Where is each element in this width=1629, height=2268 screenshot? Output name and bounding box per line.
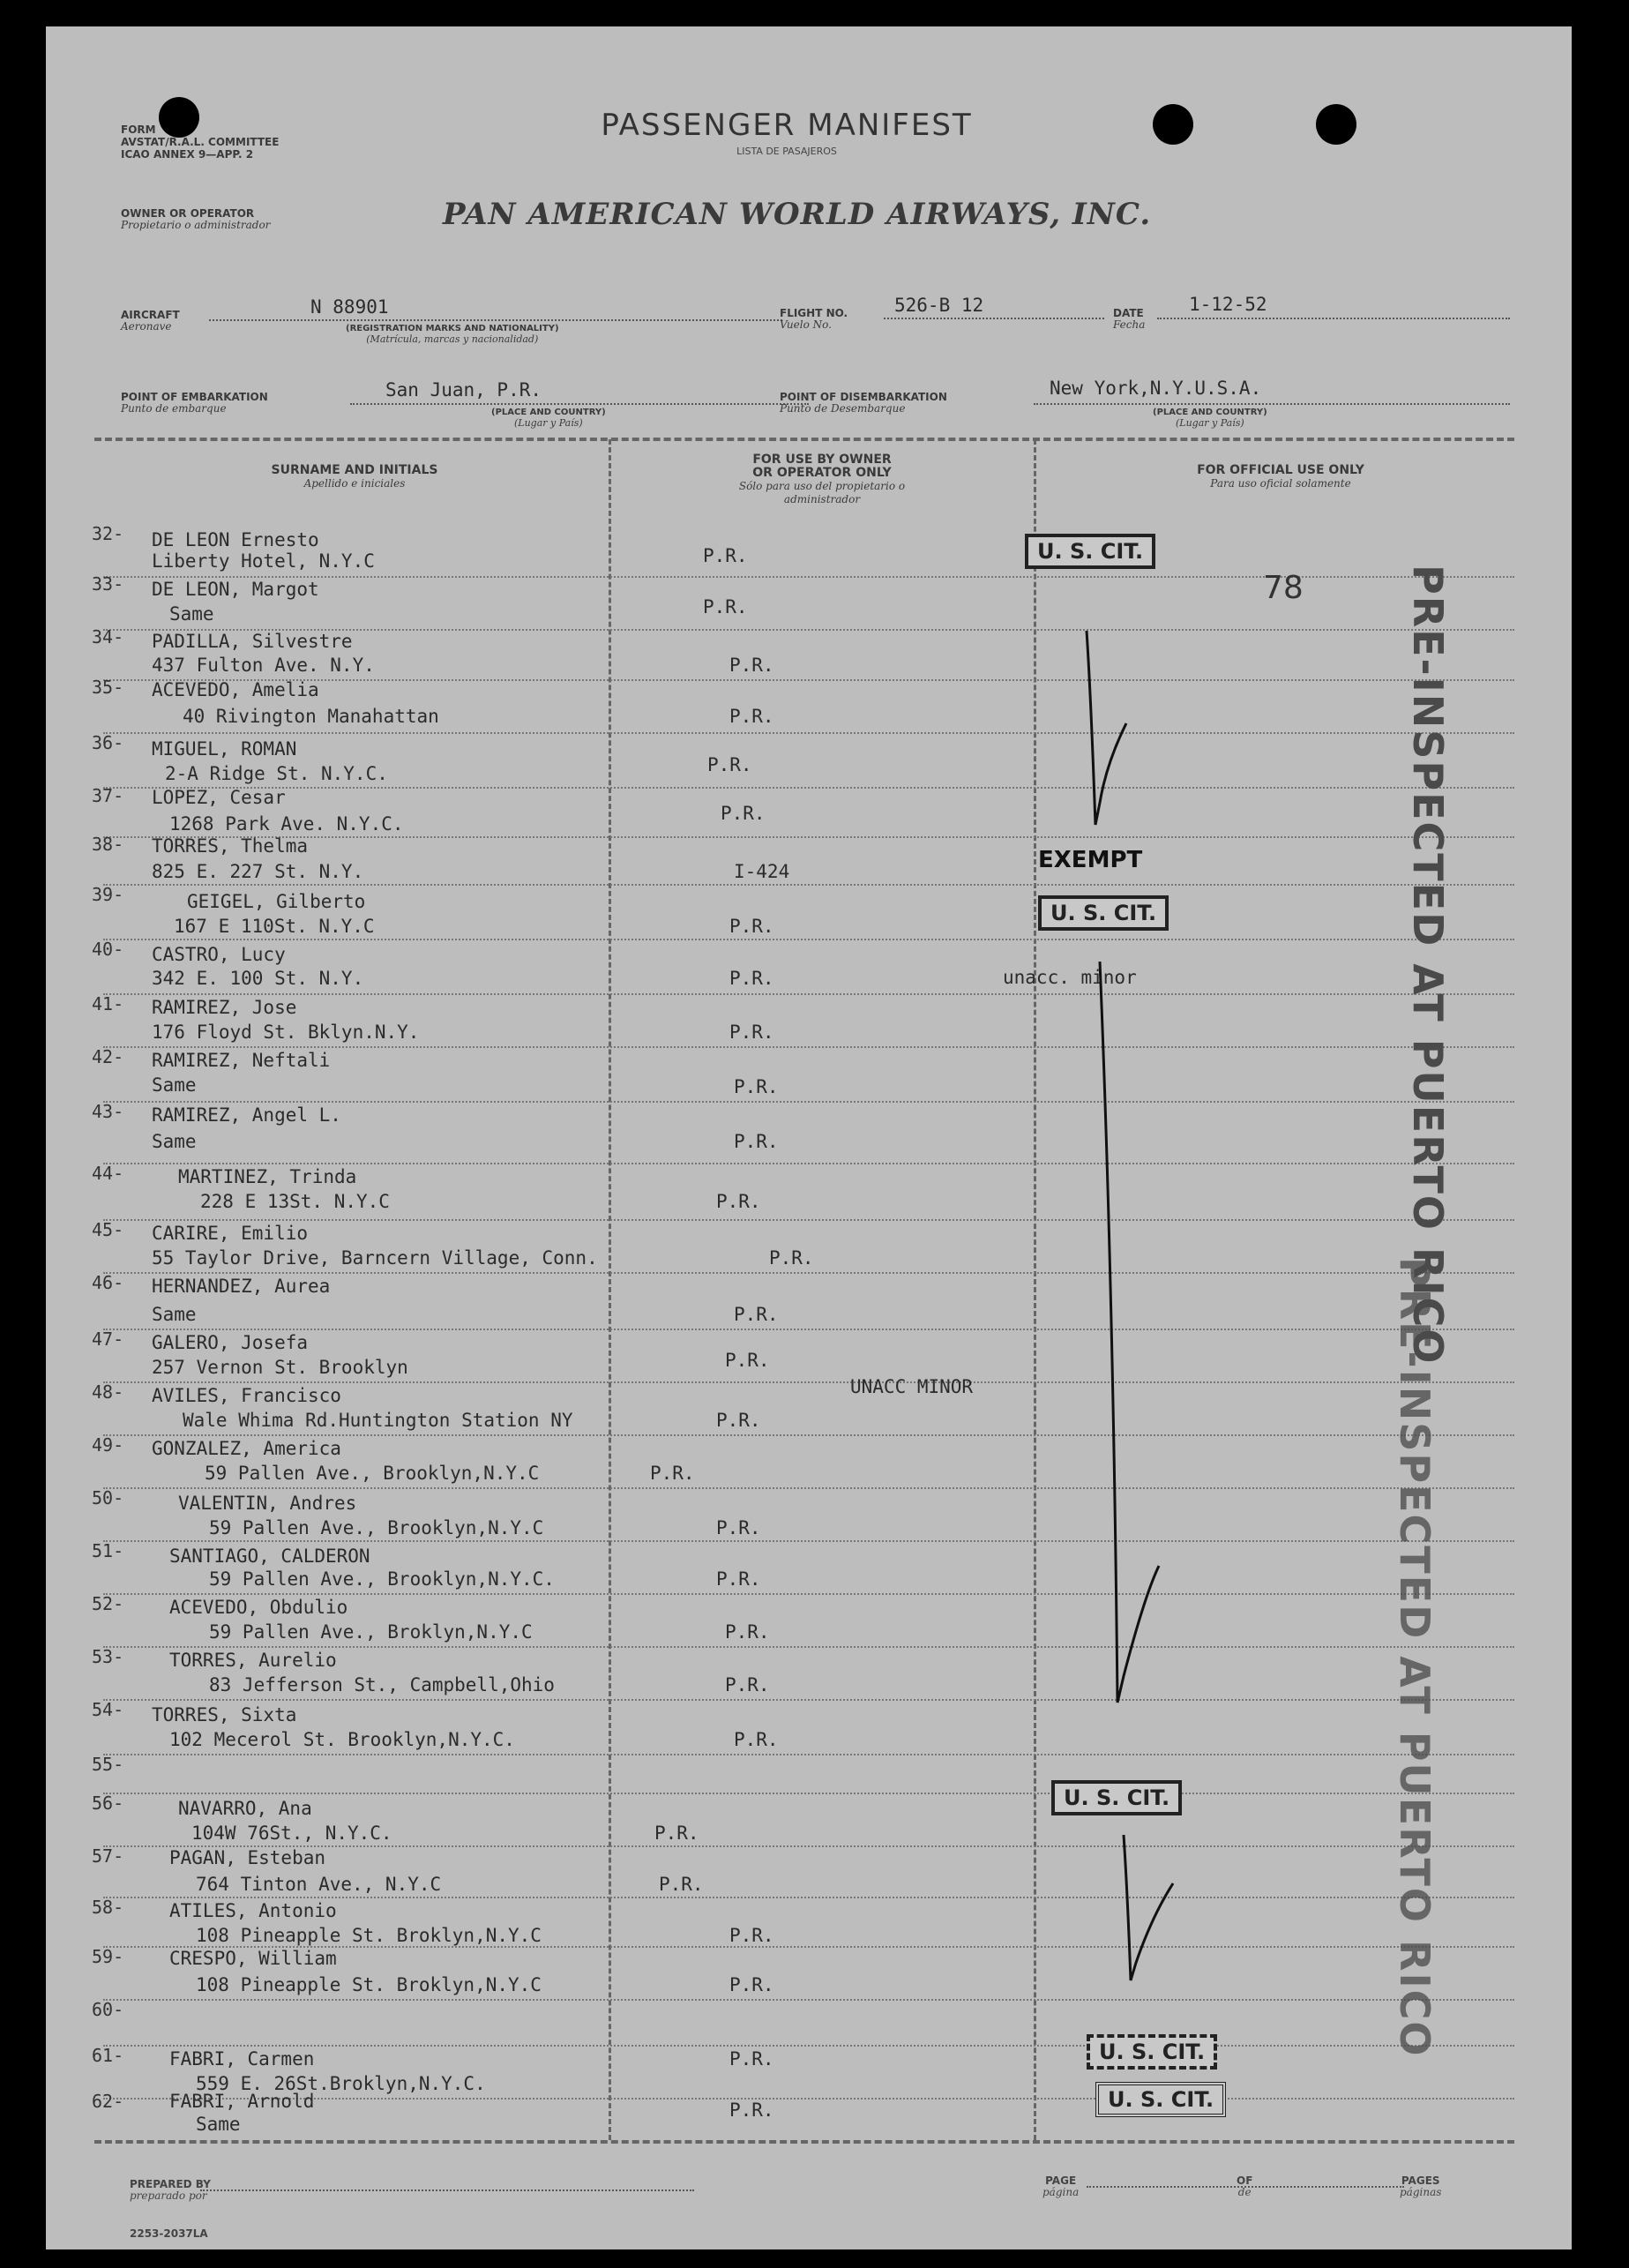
row-number: 49- bbox=[92, 1434, 124, 1456]
passenger-name: HERNANDEZ, Aurea bbox=[152, 1276, 331, 1297]
operator-entry: P.R. bbox=[650, 1463, 695, 1484]
page-label: PAGE bbox=[1045, 2174, 1077, 2187]
passenger-name: DE LEON Ernesto bbox=[152, 529, 319, 550]
date-value: 1-12-52 bbox=[1189, 294, 1267, 315]
place-note: (PLACE AND COUNTRY) bbox=[1153, 408, 1267, 417]
operator-entry: P.R. bbox=[716, 1410, 761, 1431]
passenger-address: 108 Pineapple St. Broklyn,N.Y.C bbox=[196, 1974, 542, 1995]
passenger-address: 108 Pineapple St. Broklyn,N.Y.C bbox=[196, 1925, 542, 1946]
row-number: 38- bbox=[92, 834, 124, 855]
row-number: 59- bbox=[92, 1946, 124, 1967]
of-label: OF bbox=[1237, 2174, 1253, 2187]
operator-entry: P.R. bbox=[769, 1247, 814, 1269]
handwritten-number: 78 bbox=[1263, 570, 1304, 606]
operator-entry: P.R. bbox=[703, 545, 748, 566]
passenger-address: 83 Jefferson St., Campbell,Ohio bbox=[209, 1674, 555, 1695]
operator-entry: P.R. bbox=[654, 1823, 699, 1844]
passenger-address: 825 E. 227 St. N.Y. bbox=[152, 861, 364, 882]
operator-entry: I-424 bbox=[734, 861, 790, 882]
prepared-by-label: PREPARED BY bbox=[130, 2178, 211, 2190]
column-header-es: Apellido e iniciales bbox=[303, 477, 406, 490]
passenger-address: 40 Rivington Manahattan bbox=[183, 706, 439, 727]
passenger-name: CARIRE, Emilio bbox=[152, 1223, 309, 1244]
passenger-name: RAMIREZ, Jose bbox=[152, 997, 297, 1018]
row-number: 42- bbox=[92, 1046, 124, 1067]
passenger-name: ACEVEDO, Amelia bbox=[152, 679, 319, 700]
passenger-name: ACEVEDO, Obdulio bbox=[169, 1597, 348, 1618]
us-citizen-stamp: U. S. CIT. bbox=[1038, 895, 1169, 931]
place-note-es: (Lugar y País) bbox=[514, 417, 583, 429]
row-number: 40- bbox=[92, 939, 124, 960]
operator-entry: P.R. bbox=[734, 1729, 779, 1750]
page-label-es: página bbox=[1042, 2186, 1080, 2198]
place-note-es: (Lugar y País) bbox=[1176, 417, 1244, 429]
prepared-by-underline bbox=[200, 2189, 694, 2191]
operator-entry: P.R. bbox=[725, 1674, 770, 1695]
pages-field bbox=[1400, 2175, 1441, 2198]
form-ref-line: ICAO ANNEX 9—APP. 2 bbox=[121, 148, 254, 161]
row-number: 37- bbox=[92, 785, 124, 806]
pages-label: PAGES bbox=[1401, 2174, 1440, 2187]
row-number: 47- bbox=[92, 1329, 124, 1350]
passenger-name: CRESPO, William bbox=[169, 1948, 337, 1969]
check-mark-stroke bbox=[1100, 962, 1159, 1703]
passenger-address: 559 E. 26St.Broklyn,N.Y.C. bbox=[196, 2073, 486, 2094]
us-citizen-stamp: U. S. CIT. bbox=[1087, 2034, 1217, 2070]
passenger-address: Same bbox=[152, 1131, 197, 1152]
passenger-name: MIGUEL, ROMAN bbox=[152, 738, 297, 760]
passenger-address: Same bbox=[152, 1304, 197, 1325]
passenger-address: 102 Mecerol St. Brooklyn,N.Y.C. bbox=[169, 1729, 515, 1750]
check-mark-stroke bbox=[1124, 1835, 1173, 1980]
passenger-address: Liberty Hotel, N.Y.C bbox=[152, 550, 375, 572]
pre-inspected-stamp: PRE-INSPECTED AT PUERTO RICO bbox=[1391, 1257, 1438, 2058]
passenger-address: 764 Tinton Ave., N.Y.C bbox=[196, 1874, 442, 1895]
passenger-name: RAMIREZ, Neftali bbox=[152, 1050, 331, 1071]
passenger-name: NAVARRO, Ana bbox=[178, 1798, 312, 1819]
row-number: 56- bbox=[92, 1793, 124, 1814]
operator-entry: P.R. bbox=[729, 916, 774, 937]
passenger-name: MARTINEZ, Trinda bbox=[178, 1166, 357, 1187]
row-number: 43- bbox=[92, 1101, 124, 1122]
page-title: PASSENGER MANIFEST bbox=[601, 108, 973, 143]
row-number: 50- bbox=[92, 1487, 124, 1508]
operator-entry: P.R. bbox=[729, 655, 774, 676]
disembark-value: New York,N.Y.U.S.A. bbox=[1050, 378, 1262, 399]
row-number: 60- bbox=[92, 1999, 124, 2020]
passenger-name: GONZALEZ, America bbox=[152, 1438, 341, 1459]
passenger-address: 437 Fulton Ave. N.Y. bbox=[152, 655, 375, 676]
operator-entry: P.R. bbox=[729, 968, 774, 989]
passenger-name: LOPEZ, Cesar bbox=[152, 787, 286, 808]
passenger-name: GEIGEL, Gilberto bbox=[187, 891, 366, 912]
disembark-label-es: Punto de Desembarque bbox=[780, 402, 906, 415]
row-number: 62- bbox=[92, 2091, 124, 2112]
operator-entry: P.R. bbox=[721, 803, 766, 824]
passenger-address: 176 Floyd St. Bklyn.N.Y. bbox=[152, 1022, 420, 1043]
aircraft-value: N 88901 bbox=[310, 296, 389, 318]
page-field bbox=[1042, 2175, 1079, 2198]
operator-entry: P.R. bbox=[707, 754, 752, 775]
column-header-es: Para uso oficial solamente bbox=[1210, 477, 1351, 490]
passenger-address: 228 E 13St. N.Y.C bbox=[200, 1191, 390, 1212]
manifest-sheet bbox=[46, 26, 1572, 2249]
operator-entry: P.R. bbox=[729, 1974, 774, 1995]
us-citizen-stamp: U. S. CIT. bbox=[1095, 2082, 1226, 2117]
row-number: 45- bbox=[92, 1219, 124, 1240]
passenger-name: TORRES, Sixta bbox=[152, 1704, 297, 1725]
passenger-address: 2-A Ridge St. N.Y.C. bbox=[165, 763, 388, 784]
flight-value: 526-B 12 bbox=[894, 295, 984, 316]
disembark-label: POINT OF DISEMBARKATION bbox=[780, 391, 947, 403]
operator-entry: P.R. bbox=[659, 1874, 704, 1895]
unaccompanied-minor-note: UNACC MINOR bbox=[850, 1376, 974, 1397]
form-code: 2253-2037LA bbox=[130, 2227, 208, 2240]
row-number: 61- bbox=[92, 2045, 124, 2066]
passenger-address: 104W 76St., N.Y.C. bbox=[191, 1823, 392, 1844]
passenger-address: 1268 Park Ave. N.Y.C. bbox=[169, 813, 404, 835]
passenger-address: 59 Pallen Ave., Brooklyn,N.Y.C. bbox=[209, 1568, 555, 1590]
operator-entry: P.R. bbox=[734, 1131, 779, 1152]
page-underline bbox=[1087, 2186, 1404, 2188]
operator-entry: P.R. bbox=[716, 1568, 761, 1590]
company-name: PAN AMERICAN WORLD AIRWAYS, INC. bbox=[443, 197, 1152, 232]
passenger-name: ATILES, Antonio bbox=[169, 1900, 337, 1921]
passenger-name: AVILES, Francisco bbox=[152, 1385, 341, 1406]
date-label-es: Fecha bbox=[1113, 318, 1146, 331]
pre-inspected-stamp: PRE-INSPECTED AT PUERTO RICO bbox=[1404, 565, 1452, 1366]
prepared-by bbox=[130, 2179, 211, 2202]
form-ref-line: AVSTAT/R.A.L. COMMITTEE bbox=[121, 136, 280, 148]
passenger-address: 257 Vernon St. Brooklyn bbox=[152, 1357, 408, 1378]
handwritten-check-marks bbox=[46, 26, 1572, 2249]
row-number: 44- bbox=[92, 1163, 124, 1184]
passenger-name: GALERO, Josefa bbox=[152, 1332, 309, 1353]
passenger-name: CASTRO, Lucy bbox=[152, 944, 286, 965]
of-label-es: de bbox=[1237, 2186, 1252, 2198]
registration-note-text: (REGISTRATION MARKS AND NATIONALITY) bbox=[346, 324, 559, 333]
us-citizen-stamp: U. S. CIT. bbox=[1025, 534, 1155, 569]
row-number: 32- bbox=[92, 523, 124, 544]
unaccompanied-minor-note: unacc. minor bbox=[1003, 967, 1137, 988]
aircraft-label-es: Aeronave bbox=[121, 320, 172, 333]
row-number: 57- bbox=[92, 1845, 124, 1867]
passenger-address: Wale Whima Rd.Huntington Station NY bbox=[183, 1410, 573, 1431]
row-number: 39- bbox=[92, 884, 124, 905]
operator-entry: P.R. bbox=[716, 1191, 761, 1212]
row-number: 35- bbox=[92, 677, 124, 698]
date-label: DATE bbox=[1113, 307, 1144, 319]
passenger-name: TORRES, Thelma bbox=[152, 835, 309, 857]
check-mark-stroke bbox=[1087, 631, 1126, 825]
pages-label-es: páginas bbox=[1400, 2186, 1442, 2198]
passenger-address: 59 Pallen Ave., Brooklyn,N.Y.C bbox=[205, 1463, 540, 1484]
passenger-name: FABRI, Arnold bbox=[169, 2091, 315, 2112]
passenger-address: 55 Taylor Drive, Barncern Village, Conn. bbox=[152, 1247, 598, 1269]
passenger-name: RAMIREZ, Angel L. bbox=[152, 1104, 341, 1126]
row-number: 58- bbox=[92, 1897, 124, 1918]
place-note: (PLACE AND COUNTRY) bbox=[491, 408, 606, 417]
exempt-stamp: EXEMPT bbox=[1038, 847, 1143, 873]
column-header-text: FOR OFFICIAL USE ONLY bbox=[1197, 463, 1364, 477]
column-header-text: SURNAME AND INITIALS bbox=[271, 463, 438, 477]
passenger-name: PADILLA, Silvestre bbox=[152, 631, 353, 652]
registration-note-es: (Matrícula, marcas y nacionalidad) bbox=[366, 333, 539, 345]
operator-entry: P.R. bbox=[729, 1022, 774, 1043]
row-number: 33- bbox=[92, 573, 124, 595]
passenger-address: 59 Pallen Ave., Brooklyn,N.Y.C bbox=[209, 1517, 544, 1538]
operator-entry: P.R. bbox=[716, 1517, 761, 1538]
operator-entry: P.R. bbox=[729, 2100, 774, 2121]
row-number: 48- bbox=[92, 1381, 124, 1403]
owner-label: OWNER OR OPERATOR bbox=[121, 207, 255, 220]
page-subtitle: LISTA DE PASAJEROS bbox=[736, 146, 837, 157]
embark-value: San Juan, P.R. bbox=[385, 379, 542, 400]
us-citizen-stamp: U. S. CIT. bbox=[1051, 1780, 1182, 1815]
owner-label-es: Propietario o administrador bbox=[121, 219, 271, 231]
operator-entry: P.R. bbox=[729, 2048, 774, 2070]
passenger-address: Same bbox=[196, 2114, 241, 2135]
row-number: 36- bbox=[92, 732, 124, 753]
row-number: 53- bbox=[92, 1646, 124, 1667]
operator-entry: P.R. bbox=[703, 596, 748, 618]
passenger-address: 167 E 110St. N.Y.C bbox=[174, 916, 375, 937]
flight-label: FLIGHT NO. bbox=[780, 307, 848, 319]
row-number: 52- bbox=[92, 1593, 124, 1614]
operator-entry: P.R. bbox=[729, 706, 774, 727]
flight-label-es: Vuelo No. bbox=[780, 318, 832, 331]
operator-entry: P.R. bbox=[729, 1925, 774, 1946]
row-number: 55- bbox=[92, 1754, 124, 1775]
passenger-name: DE LEON, Margot bbox=[152, 579, 319, 600]
passenger-address: 59 Pallen Ave., Broklyn,N.Y.C bbox=[209, 1621, 533, 1643]
operator-entry: P.R. bbox=[725, 1621, 770, 1643]
row-number: 51- bbox=[92, 1540, 124, 1561]
row-number: 54- bbox=[92, 1699, 124, 1720]
passenger-address: 342 E. 100 St. N.Y. bbox=[152, 968, 364, 989]
prepared-by-label-es: preparado por bbox=[130, 2189, 207, 2202]
column-header-text: FOR USE BY OWNER OR OPERATOR ONLY bbox=[752, 453, 892, 480]
row-number: 46- bbox=[92, 1272, 124, 1293]
column-header-es: Sólo para uso del propietario o administrador bbox=[738, 480, 906, 505]
passenger-name: FABRI, Carmen bbox=[169, 2048, 315, 2070]
row-number: 34- bbox=[92, 626, 124, 647]
passenger-name: SANTIAGO, CALDERON bbox=[169, 1546, 370, 1567]
aircraft-label: AIRCRAFT bbox=[121, 309, 180, 321]
embark-label: POINT OF EMBARKATION bbox=[121, 391, 268, 403]
operator-entry: P.R. bbox=[734, 1076, 779, 1097]
operator-entry: P.R. bbox=[725, 1350, 770, 1371]
form-ref-line: FORM bbox=[121, 124, 156, 136]
passenger-name: TORRES, Aurelio bbox=[169, 1650, 337, 1671]
row-number: 41- bbox=[92, 993, 124, 1014]
embark-label-es: Punto de embarque bbox=[121, 402, 227, 415]
passenger-address: Same bbox=[169, 603, 214, 625]
passenger-name: PAGAN, Esteban bbox=[169, 1847, 326, 1868]
passenger-name: VALENTIN, Andres bbox=[178, 1493, 357, 1514]
passenger-address: Same bbox=[152, 1074, 197, 1096]
operator-entry: P.R. bbox=[734, 1304, 779, 1325]
